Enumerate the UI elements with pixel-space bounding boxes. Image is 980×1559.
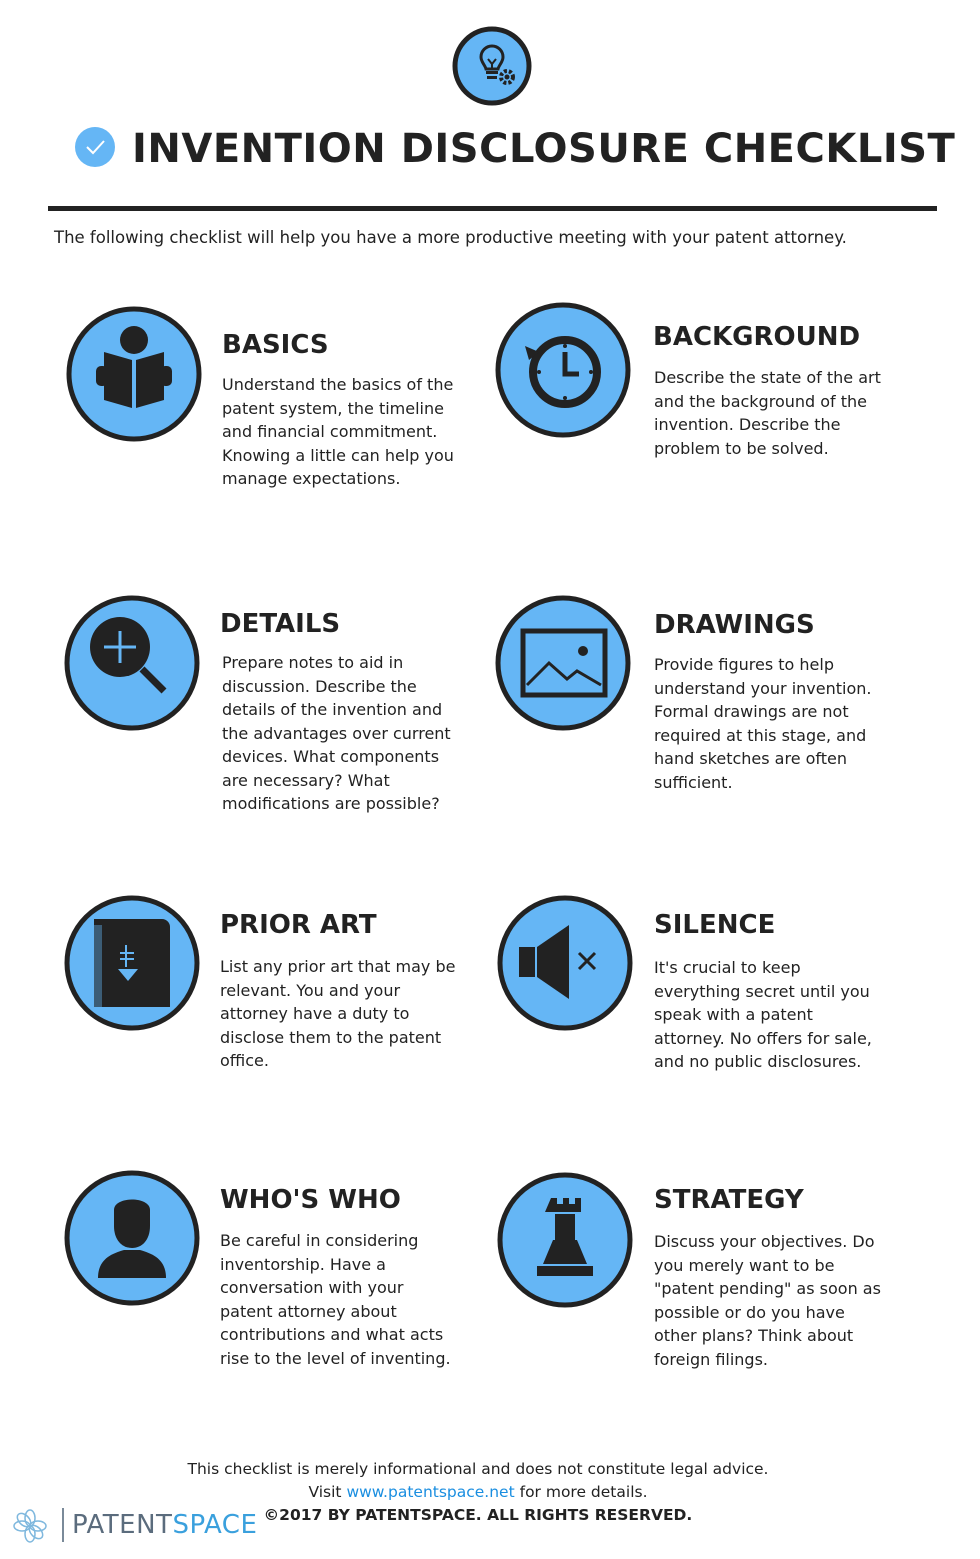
item-description: It's crucial to keep everything secret until you speak with a patent attorney. No offers for sale, and no public disclosures. [654, 958, 872, 1071]
intro-text: The following checklist will help you have a more productive meeting with your patent attorney. [54, 228, 847, 247]
item-title: DETAILS [220, 609, 341, 639]
person-icon [64, 1170, 200, 1306]
item-description: List any prior art that may be relevant. You and your attorney have a duty to disclose them to the patent office. [220, 957, 456, 1070]
visit-line: Visit www.patentspace.net for more details. [308, 1483, 648, 1501]
logo-divider [62, 1508, 64, 1542]
item-description: Be careful in considering inventorship. Have a conversation with your patent attorney about contributions and what acts rise to the level of inventing. [220, 1231, 451, 1368]
clock-history-icon [495, 302, 631, 438]
picture-icon [495, 595, 631, 731]
zoom-in-icon [64, 595, 200, 731]
item-title: WHO'S WHO [220, 1185, 401, 1215]
disclaimer-text: This checklist is merely informational and does not constitute legal advice. [187, 1460, 769, 1478]
item-title: BASICS [222, 330, 329, 360]
page-title: INVENTION DISCLOSURE CHECKLIST [132, 126, 956, 172]
checkmark-icon [74, 126, 116, 168]
item-description: Provide figures to help understand your invention. Formal drawings are not required at this stage, and hand sketches are often sufficient. [654, 655, 872, 792]
lightbulb-gear-icon [452, 26, 532, 106]
website-link[interactable]: www.patentspace.net [346, 1483, 515, 1501]
book-download-icon [64, 895, 200, 1031]
mute-speaker-icon [497, 895, 633, 1031]
item-description: Prepare notes to aid in discussion. Describe the details of the invention and the advantages over current devices. What components are necessary? What modifications are possible? [222, 653, 451, 813]
flower-logo-icon [12, 1508, 48, 1544]
brand-logo: PATENTSPACE [72, 1510, 258, 1540]
item-title: PRIOR ART [220, 910, 377, 940]
item-title: SILENCE [654, 910, 776, 940]
chess-rook-icon [497, 1172, 633, 1308]
reading-person-icon [66, 306, 202, 442]
item-title: DRAWINGS [654, 610, 815, 640]
item-description: Discuss your objectives. Do you merely want to be "patent pending" as soon as possible or do you have other plans? Think about foreign filings. [654, 1232, 881, 1369]
item-title: STRATEGY [654, 1185, 804, 1215]
title-divider [48, 206, 937, 211]
item-description: Describe the state of the art and the background of the invention. Describe the problem to be solved. [654, 368, 881, 458]
copyright-text: ©2017 BY PATENTSPACE. ALL RIGHTS RESERVED. [263, 1506, 693, 1524]
item-description: Understand the basics of the patent system, the timeline and financial commitment. Knowing a little can help you manage expectations. [222, 375, 454, 488]
item-title: BACKGROUND [653, 322, 861, 352]
